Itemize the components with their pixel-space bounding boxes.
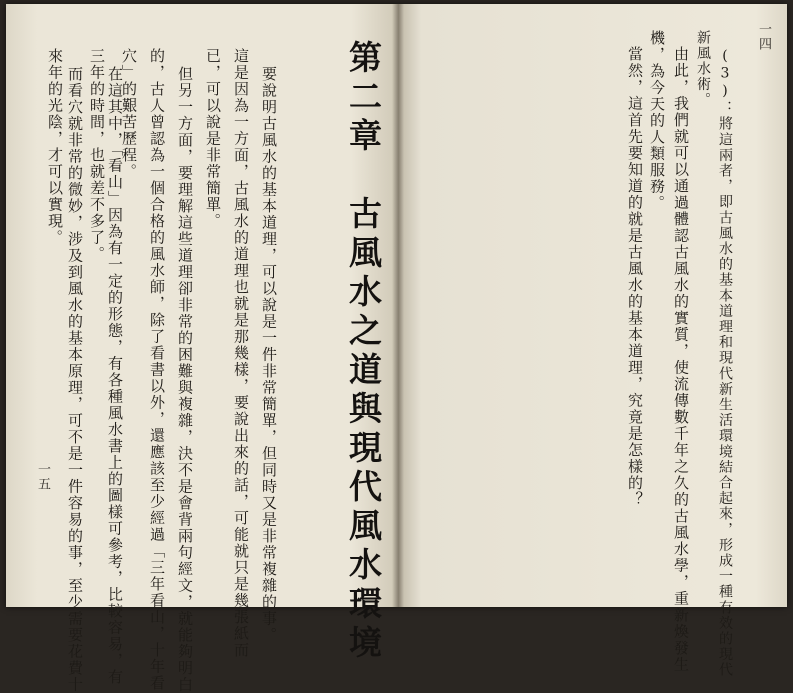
- right-text-column: 新風水術。: [695, 30, 711, 108]
- page-number: 一四: [756, 22, 771, 52]
- book-gutter: [392, 4, 404, 607]
- left-text-column: 但另一方面，要理解這些道理卻非常的困難與複雜，決不是會背兩句經文，就能夠明白: [176, 66, 194, 693]
- left-text-column: 三年的時間，也就差不多了。: [88, 48, 106, 263]
- right-text-column: (3)：將這兩者，即古風水的基本道理和現代新生活環境結合起來，形成一種有效的現代: [717, 48, 733, 678]
- chapter-title: 第二章 古風水之道與現代風水環境: [344, 40, 383, 664]
- left-text-column: 而看穴就非常的微妙，涉及到風水的基本原理，可不是一件容易的事，至少需要花費十: [66, 66, 84, 693]
- left-text-column: 已，可以說是非常簡單。: [204, 48, 222, 230]
- right-text-column: 由此，我們就可以通過體認古風水的實質，使流傳數千年之久的古風水學，重新煥發生: [672, 46, 690, 673]
- left-text-column: 這是因為一方面，古風水的道理也就是那幾樣，要說出來的話，可能就只是幾張紙而: [232, 48, 250, 659]
- left-page: [6, 4, 398, 693]
- right-page: [398, 4, 787, 678]
- left-text-column: 來年的光陰，才可以實現。: [46, 48, 64, 246]
- page-number: 一五: [35, 462, 50, 492]
- left-text-column: 的，古人曾認為一個合格的風水師，除了看書以外，還應該至少經過「三年看山，十年看: [148, 48, 166, 692]
- left-text-column: 穴」的艱苦歷程。: [120, 48, 138, 180]
- right-text-column: 當然，這首先要知道的就是古風水的基本道理，究竟是怎樣的？: [626, 46, 644, 508]
- book-spread: [6, 4, 787, 693]
- left-text-column: 要說明古風水的基本道理，可以說是一件非常簡單，但同時又是非常複雜的事。: [260, 66, 278, 644]
- left-text-column: 在這其中，「看山」因為有一定的形態，有各種風水書上的圖樣可參考，比較容易，有: [106, 66, 124, 686]
- right-text-column: 機，為今天的人類服務。: [648, 30, 666, 212]
